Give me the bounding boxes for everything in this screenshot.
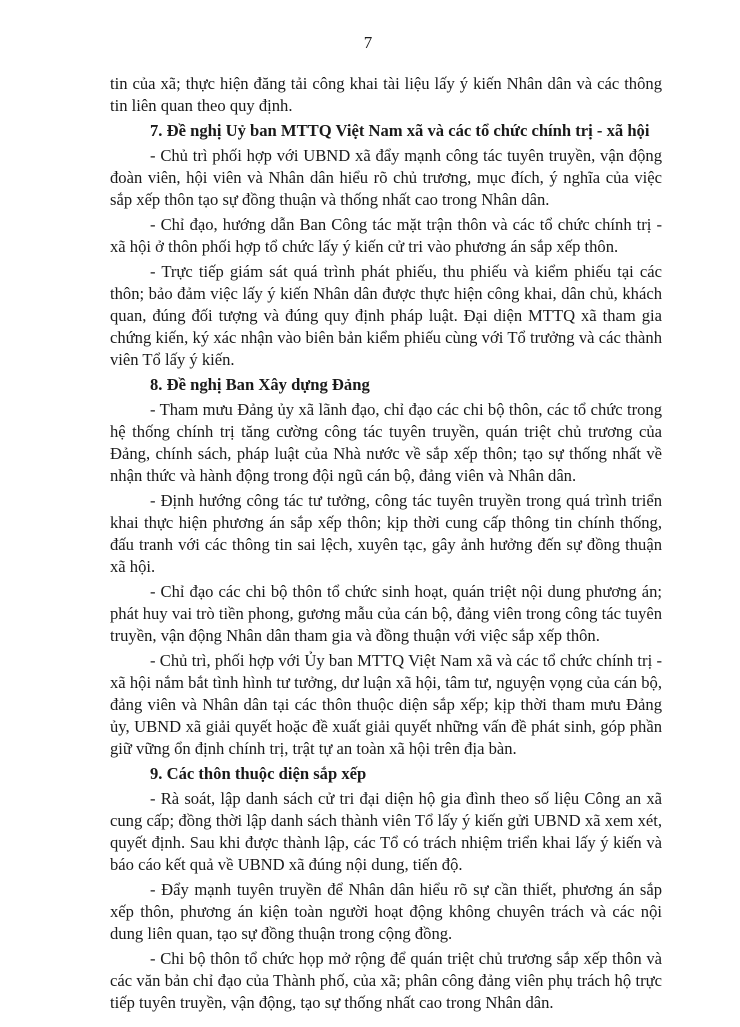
paragraph: - Chủ trì, phối hợp với Ủy ban MTTQ Việt Nam xã và các tổ chức chính trị - xã hội nắm bắt tình hình tư tưởng, dư luận xã hội, tâm tư, nguyện vọng của cán bộ, đảng viên và Nhân dân tại các thôn thuộc diện sắp xếp; kịp thời tham mưu Đảng ủy, UBND xã giải quyết hoặc đề xuất giải quyết những vấn đề phát sinh, góp phần giữ vững ổn định chính trị, trật tự an toàn xã hội trên địa bàn. [110,651,662,758]
paragraph: - Chủ trì phối hợp với UBND xã đẩy mạnh công tác tuyên truyền, vận động đoàn viên, hội viên và Nhân dân hiểu rõ chủ trương, mục đích, ý nghĩa của việc sắp xếp thôn tạo sự đồng thuận và thống nhất cao trong Nhân dân. [110,146,662,209]
section-heading-9: 9. Các thôn thuộc diện sắp xếp [150,764,367,783]
paragraph: tin của xã; thực hiện đăng tải công khai tài liệu lấy ý kiến Nhân dân và các thông tin liên quan theo quy định. [110,74,662,115]
paragraph: - Đẩy mạnh tuyên truyền để Nhân dân hiểu rõ sự cần thiết, phương án sắp xếp thôn, phương án kiện toàn người hoạt động không chuyên trách và các nội dung liên quan, tạo sự đồng thuận trong cộng đồng. [110,880,662,943]
section-heading-7: 7. Đề nghị Uỷ ban MTTQ Việt Nam xã và các tổ chức chính trị - xã hội [150,121,650,140]
paragraph: - Tham mưu Đảng ủy xã lãnh đạo, chỉ đạo các chi bộ thôn, các tổ chức trong hệ thống chính trị tăng cường công tác tuyên truyền, quán triệt chủ trương của Đảng, chính sách, pháp luật của Nhà nước về sắp xếp thôn; tạo sự thống nhất về nhận thức và hành động trong đội ngũ cán bộ, đảng viên và Nhân dân. [110,400,662,485]
paragraph: - Rà soát, lập danh sách cử tri đại diện hộ gia đình theo số liệu Công an xã cung cấp; đồng thời lập danh sách thành viên Tổ lấy ý kiến gửi UBND xã xem xét, quyết định. Sau khi được thành lập, các Tổ có trách nhiệm triển khai lấy ý kiến và báo cáo kết quả về UBND xã đúng nội dung, tiến độ. [110,789,662,874]
paragraph: - Trực tiếp giám sát quá trình phát phiếu, thu phiếu và kiểm phiếu tại các thôn; bảo đảm việc lấy ý kiến Nhân dân được thực hiện công khai, dân chủ, khách quan, đúng đối tượng và đúng quy định pháp luật. Đại diện MTTQ xã tham gia chứng kiến, ký xác nhận vào biên bản kiểm phiếu cùng với Tổ trưởng và các thành viên Tổ lấy ý kiến. [110,262,662,369]
paragraph: - Chỉ đạo các chi bộ thôn tổ chức sinh hoạt, quán triệt nội dung phương án; phát huy vai trò tiền phong, gương mẫu của cán bộ, đảng viên trong công tác tuyên truyền, vận động Nhân dân tham gia và đồng thuận với việc sắp xếp thôn. [110,582,662,645]
page-number: 7 [363,33,373,52]
section-heading-8: 8. Đề nghị Ban Xây dựng Đảng [150,375,370,394]
paragraph: - Định hướng công tác tư tưởng, công tác tuyên truyền trong quá trình triển khai thực hiện phương án sắp xếp thôn; kịp thời cung cấp thông tin chính thống, đấu tranh với các thông tin sai lệch, xuyên tạc, gây ảnh hưởng đến sự đồng thuận xã hội. [110,491,662,576]
paragraph: - Chi bộ thôn tổ chức họp mở rộng để quán triệt chủ trương sắp xếp thôn và các văn bản chỉ đạo của Thành phố, của xã; phân công đảng viên phụ trách hộ trực tiếp tuyên truyền, vận động, tạo sự thống nhất cao trong Nhân dân. [110,949,662,1012]
paragraph: - Chỉ đạo, hướng dẫn Ban Công tác mặt trận thôn và các tổ chức chính trị - xã hội ở thôn phối hợp tổ chức lấy ý kiến cử tri vào phương án sắp xếp thôn. [110,215,662,256]
